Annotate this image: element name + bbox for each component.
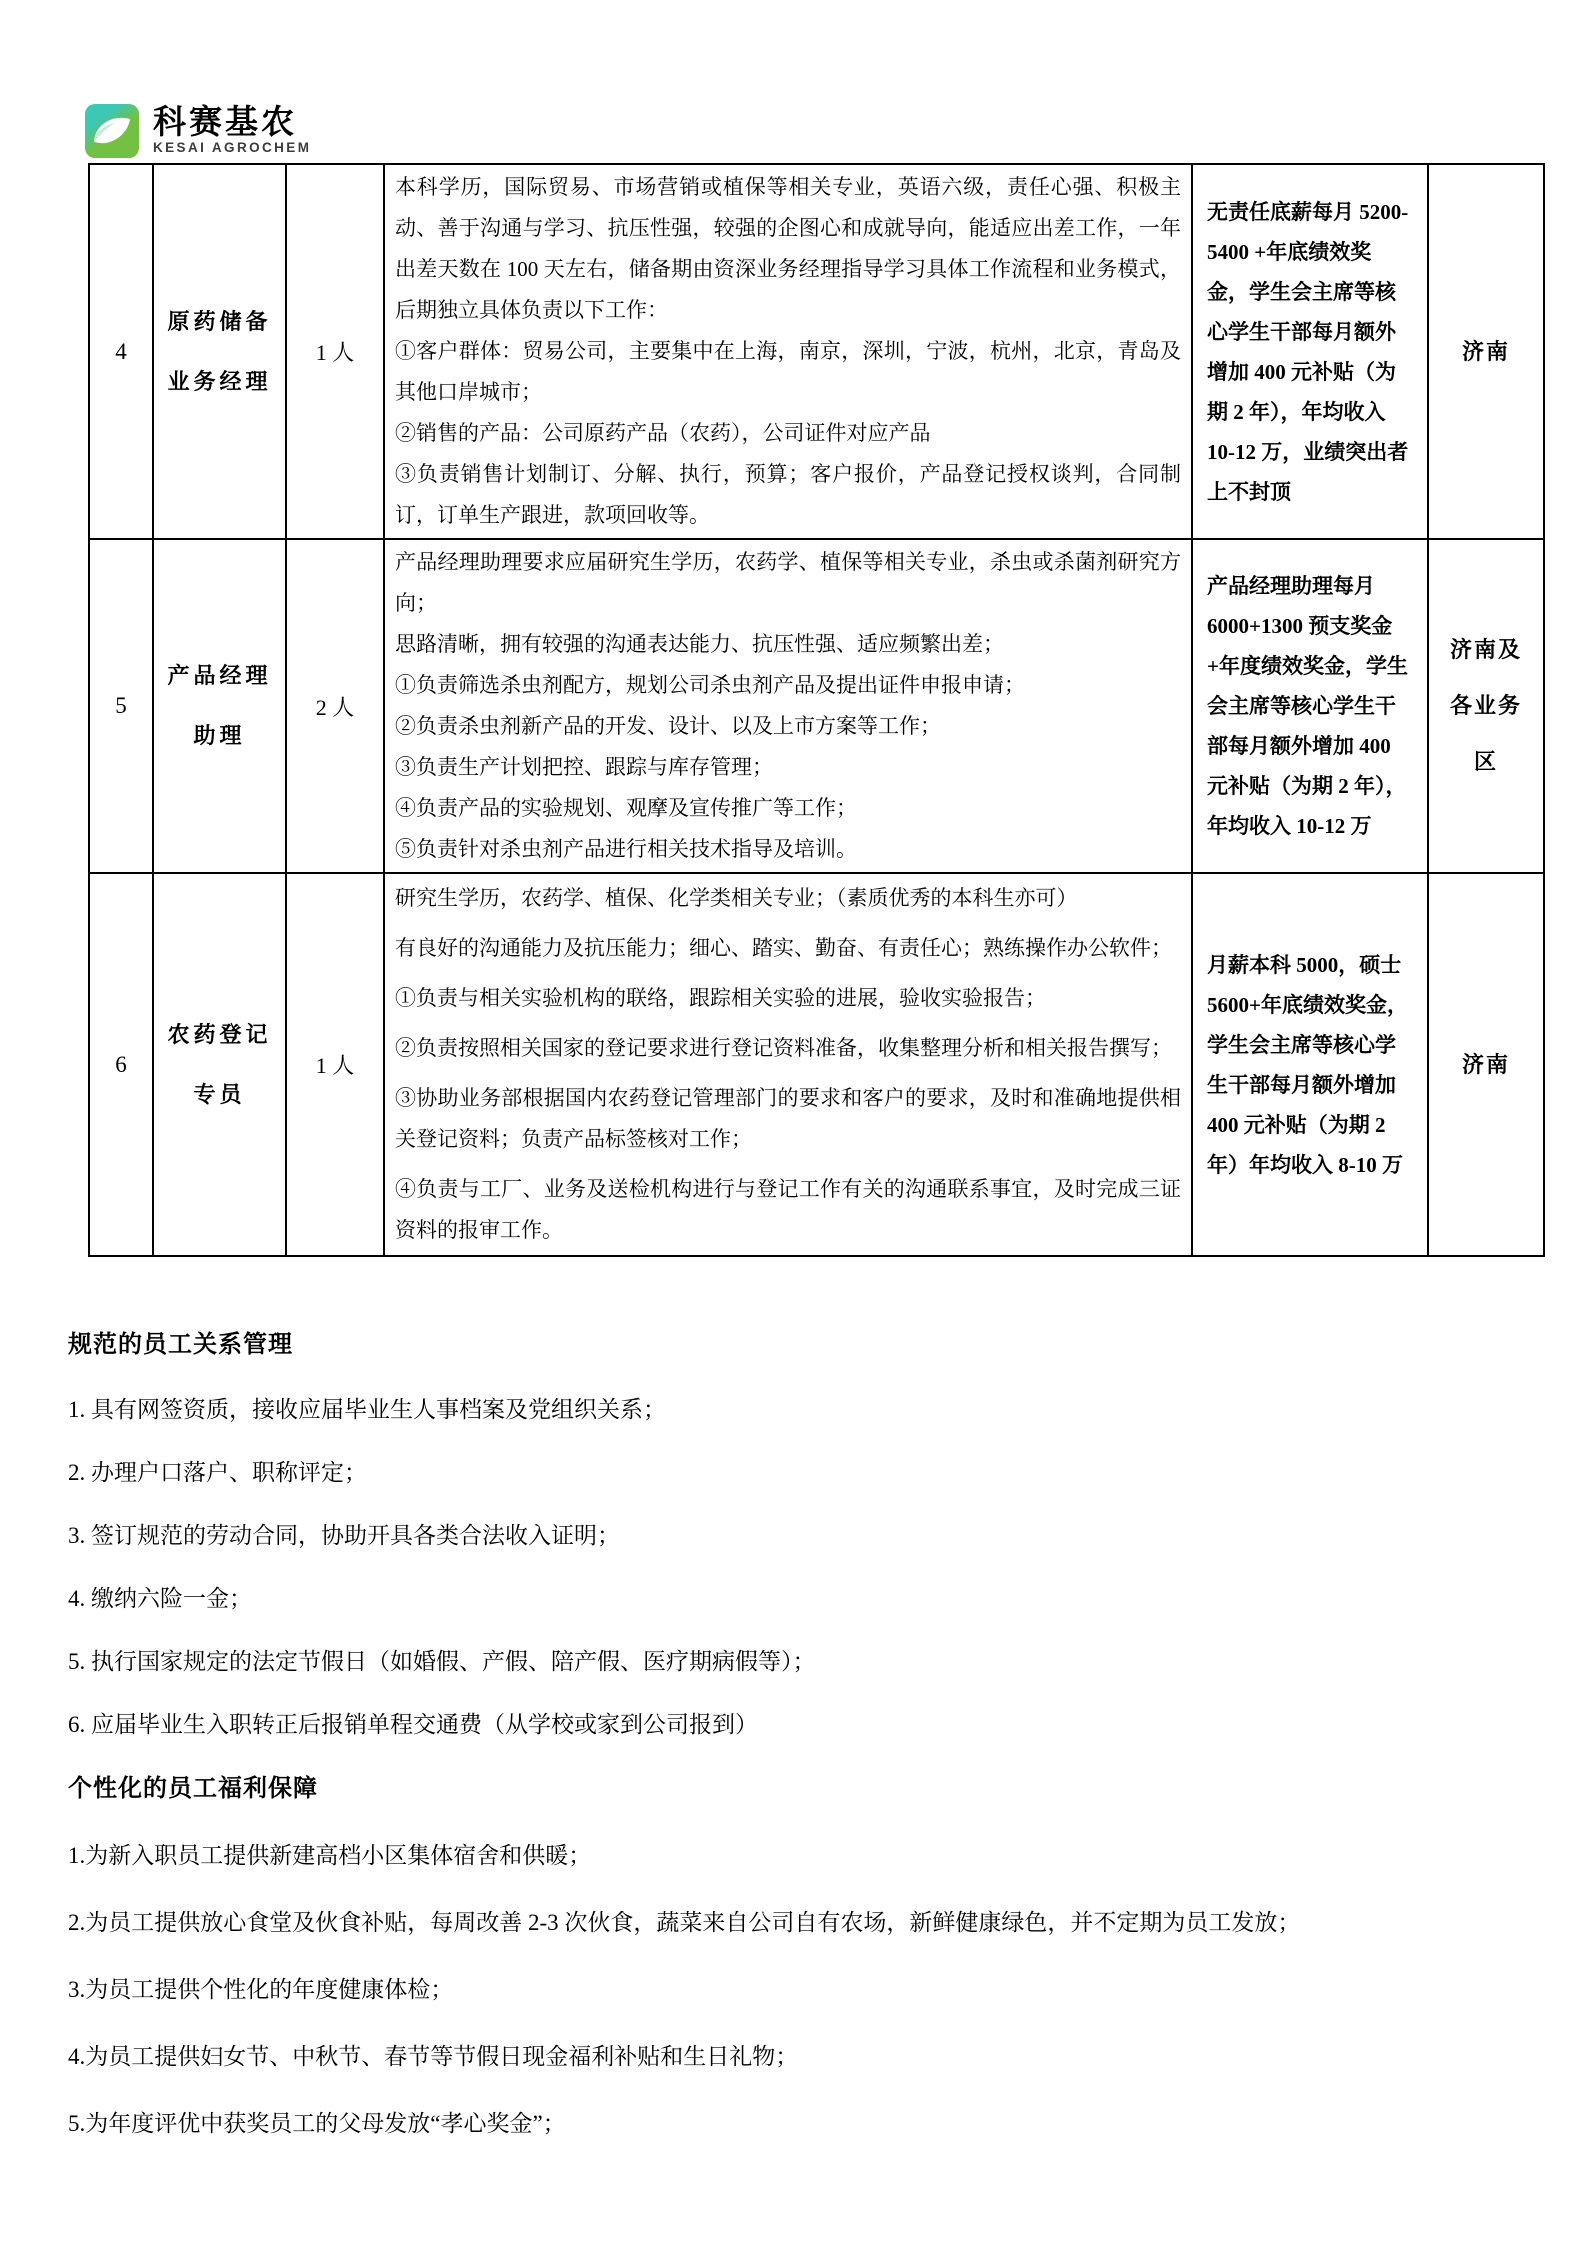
job-description-paragraph: 思路清晰，拥有较强的沟通表达能力、抗压性强、适应频繁出差；: [395, 632, 1004, 656]
job-location: 济南: [1428, 873, 1544, 1256]
job-title-line: 业务经理: [167, 368, 272, 394]
job-title-line: 原药储备: [167, 308, 272, 334]
section-heading: 个性化的员工福利保障: [68, 1775, 318, 1802]
section-employee-welfare: [68, 1756, 1553, 2157]
job-title-line: 专员: [193, 1081, 246, 1107]
job-description-paragraph: ①负责与相关实验机构的联络，跟踪相关实验的进展，验收实验报告；: [395, 986, 1046, 1010]
list-item: 1.为新入职员工提供新建高档小区集体宿舍和供暖；: [68, 1843, 592, 1868]
job-salary: [1192, 873, 1428, 1256]
table-row-job-4: [89, 164, 1544, 539]
job-description: [384, 539, 1192, 873]
job-description: [384, 164, 1192, 539]
benefit-sections: [68, 1312, 1553, 2157]
job-description-paragraph: 研究生学历，农药学、植保、化学类相关专业；（素质优秀的本科生亦可）: [395, 886, 1078, 910]
list-item: 5. 执行国家规定的法定节假日（如婚假、产假、陪产假、医疗期病假等）；: [68, 1649, 816, 1674]
job-description-paragraph: ②负责按照相关国家的登记要求进行登记资料准备，收集整理分析和相关报告撰写；: [395, 1036, 1172, 1060]
job-title: [153, 164, 286, 539]
company-name-cn: 科赛基农: [153, 103, 297, 140]
job-number: 6: [89, 873, 153, 1256]
job-description-paragraph: ④负责产品的实验规划、观摩及宣传推广等工作；: [395, 796, 857, 820]
job-salary-text: 产品经理助理每月 6000+1300 预支奖金+年度绩效奖金，学生会主席等核心学生干部每月额外增加 400 元补贴（为期 2 年），年均收入 10-12 万: [1207, 574, 1408, 838]
section-employee-relations: [68, 1312, 1553, 1756]
job-location: 济南: [1428, 164, 1544, 539]
job-headcount: 1 人: [286, 164, 384, 539]
job-description-paragraph: ①负责筛选杀虫剂配方，规划公司杀虫剂产品及提出证件申报申请；: [395, 673, 1025, 697]
list-item: 5.为年度评优中获奖员工的父母发放“孝心奖金”；: [68, 2111, 566, 2136]
section-heading: 规范的员工关系管理: [68, 1331, 293, 1358]
table-row-job-5: [89, 539, 1544, 873]
job-salary: [1192, 164, 1428, 539]
list-item: 4.为员工提供妇女节、中秋节、春节等节假日现金福利补贴和生日礼物；: [68, 2044, 799, 2069]
job-description-paragraph: ③协助业务部根据国内农药登记管理部门的要求和客户的要求，及时和准确地提供相关登记资料；负责产品标签核对工作；: [395, 1086, 1181, 1151]
job-description-paragraph: ④负责与工厂、业务及送检机构进行与登记工作有关的沟通联系事宜，及时完成三证资料的报审工作。: [395, 1177, 1181, 1242]
jobs-table: [88, 163, 1545, 1257]
job-number: 5: [89, 539, 153, 873]
job-title-line: 产品经理: [167, 663, 272, 688]
job-description-paragraph: ③负责生产计划把控、跟踪与库存管理；: [395, 755, 773, 779]
job-description-paragraph: ③负责销售计划制订、分解、执行，预算；客户报价，产品登记授权谈判，合同制订，订单生产跟进，款项回收等。: [395, 462, 1181, 527]
job-description-paragraph: 本科学历，国际贸易、市场营销或植保等相关专业，英语六级，责任心强、积极主动、善于沟通与学习、抗压性强，较强的企图心和成就导向，能适应出差工作，一年出差天数在 100 天左右，储备期由资深业务经理指导学习具体工作流程和业务模式，后期独立具体负责以下工作：: [395, 175, 1181, 322]
job-description-paragraph: 有良好的沟通能力及抗压能力；细心、踏实、勤奋、有责任心；熟练操作办公软件；: [395, 936, 1172, 960]
company-logo-icon: [85, 104, 139, 158]
job-title-line: 农药登记: [167, 1021, 272, 1047]
job-description-paragraph: ②销售的产品：公司原药产品（农药），公司证件对应产品: [395, 421, 931, 445]
list-item: 3.为员工提供个性化的年度健康体检；: [68, 1977, 454, 2002]
job-description-paragraph: ②负责杀虫剂新产品的开发、设计、以及上市方案等工作；: [395, 714, 941, 738]
job-headcount: 2 人: [286, 539, 384, 873]
job-salary: [1192, 539, 1428, 873]
job-headcount: 1 人: [286, 873, 384, 1256]
job-description-paragraph: 产品经理助理要求应届研究生学历，农药学、植保等相关专业，杀虫或杀菌剂研究方向；: [395, 550, 1181, 615]
job-title: [153, 539, 286, 873]
list-item: 3. 签订规范的劳动合同，协助开具各类合法收入证明；: [68, 1523, 620, 1548]
job-number: 4: [89, 164, 153, 539]
list-item: 4. 缴纳六险一金；: [68, 1586, 252, 1611]
table-row-job-6: [89, 873, 1544, 1256]
list-item: 1. 具有网签资质，接收应届毕业生人事档案及党组织关系；: [68, 1397, 666, 1422]
job-title: [153, 873, 286, 1256]
job-description-paragraph: ①客户群体：贸易公司，主要集中在上海，南京，深圳，宁波，杭州，北京，青岛及其他口岸城市；: [395, 339, 1181, 404]
job-description: [384, 873, 1192, 1256]
company-name-block: [153, 104, 311, 156]
list-item: 2. 办理户口落户、职称评定；: [68, 1460, 367, 1485]
company-name-en: KESAI AGROCHEM: [153, 140, 312, 155]
job-title-line: 助理: [193, 723, 246, 748]
job-salary-text: 无责任底薪每月 5200-5400 +年底绩效奖金，学生会主席等核心学生干部每月额外增加 400 元补贴（为期 2 年），年均收入 10-12 万，业绩突出者上不封顶: [1207, 199, 1409, 504]
list-item: 6. 应届毕业生入职转正后报销单程交通费（从学校或家到公司报到）: [68, 1712, 758, 1737]
company-brand: [85, 104, 311, 158]
job-salary-text: 月薪本科 5000，硕士 5600+年底绩效奖金，学生会主席等核心学生干部每月额外增加 400 元补贴（为期 2 年）年均收入 8-10 万: [1207, 952, 1408, 1177]
list-item: 2.为员工提供放心食堂及伙食补贴，每周改善 2-3 次伙食，蔬菜来自公司自有农场，新鲜健康绿色，并不定期为员工发放；: [68, 1910, 1301, 1935]
job-description-paragraph: ⑤负责针对杀虫剂产品进行相关技术指导及培训。: [395, 837, 857, 861]
job-location: 济南及各业务区: [1428, 539, 1544, 873]
